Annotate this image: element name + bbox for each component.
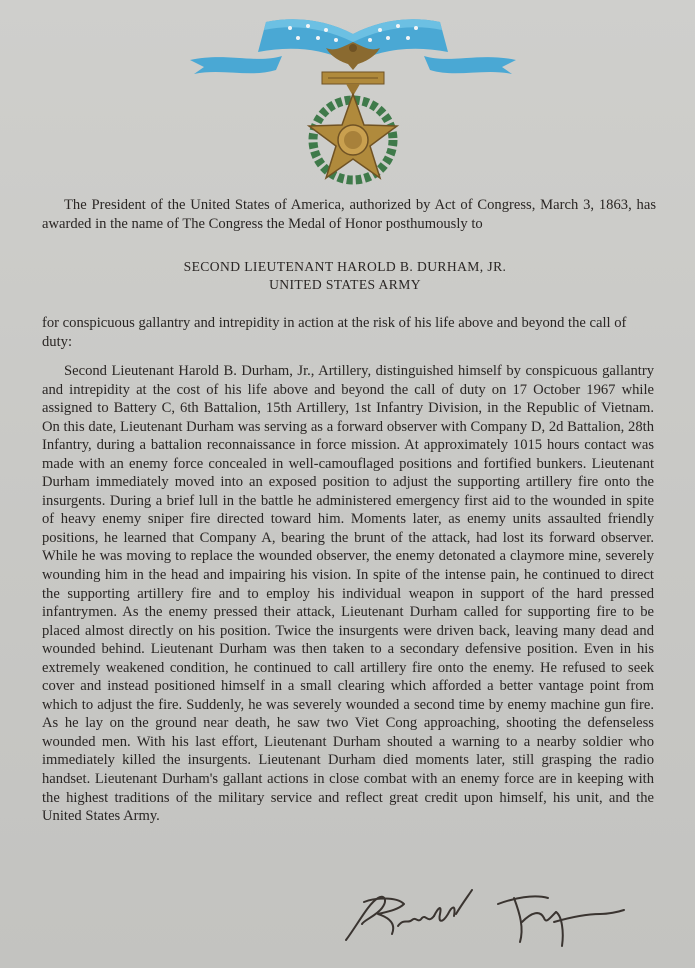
intro-paragraph: The President of the United States of America, authorized by Act of Congress, March 3, 1863, has awarded in the name of The Congress the Medal of Honor posthumously to xyxy=(42,197,656,232)
recipient-block xyxy=(100,258,590,294)
presidential-signature-icon xyxy=(338,884,628,954)
medal-of-honor-icon xyxy=(186,12,520,194)
recipient-name: SECOND LIEUTENANT HAROLD B. DURHAM, JR. xyxy=(183,259,507,274)
citation-body: Second Lieutenant Harold B. Durham, Jr., Artillery, distinguished himself by conspicuous gallantry and intrepidity at the cost of his life above and beyond the call of duty on 17 October 1967 while assigned to Battery C, 6th Battalion, 15th Artillery, 1st Infantry Division, in the Republic of Vietnam. On this date, Lieutenant Durham was serving as a forward observer with Company D, 2d Battalion, 28th Infantry, during a battalion reconnaissance in force mission. At approximately 1015 hours contact was made with an enemy force concealed in well-camouflaged positions and fortified bunkers. Lieutenant Durham immediately moved into an exposed position to adjust the supporting artillery fire onto the insurgents. During a brief lull in the battle he administered emergency first aid to the wounded in spite of heavy enemy sniper fire directed toward him. Moments later, as enemy units assaulted friendly positions, he learned that Company A, bearing the brunt of the attack, had lost its forward observer. While he was moving to replace the wounded observer, the enemy detonated a claymore mine, severely wounding him in the head and impairing his vision. In spite of the intense pain, he continued to direct the supporting artillery fire and to employ his individual weapon in support of the hard pressed infantrymen. As the enemy pressed their attack, Lieutenant Durham called for supporting fire to be placed almost directly on his position. Twice the insurgents were driven back, leaving many dead and wounded behind. Lieutenant Durham was then taken to a secondary defensive position. Even in his extremely weakened condition, he continued to call artillery fire onto the enemy. He refused to seek cover and instead positioned himself in a small clearing which afforded a better vantage point from which to adjust the fire. Suddenly, he was severely wounded a second time by enemy machine gun fire. As he lay on the ground near death, he saw two Viet Cong approaching, shooting the defenseless wounded men. With his last effort, Lieutenant Durham shouted a warning to a nearby soldier who immediately killed the insurgents. Lieutenant Durham died moments later, still grasping the radio handset. Lieutenant Durham's gallant actions in close combat with an enemy force are in keeping with the highest traditions of the military service and reflect great credit upon himself, his unit, and the United States Army. xyxy=(42,363,654,825)
recipient-branch: UNITED STATES ARMY xyxy=(269,277,421,292)
for-gallantry-line: for conspicuous gallantry and intrepidity in action at the risk of his life above and beyond the call of duty: xyxy=(42,315,627,350)
